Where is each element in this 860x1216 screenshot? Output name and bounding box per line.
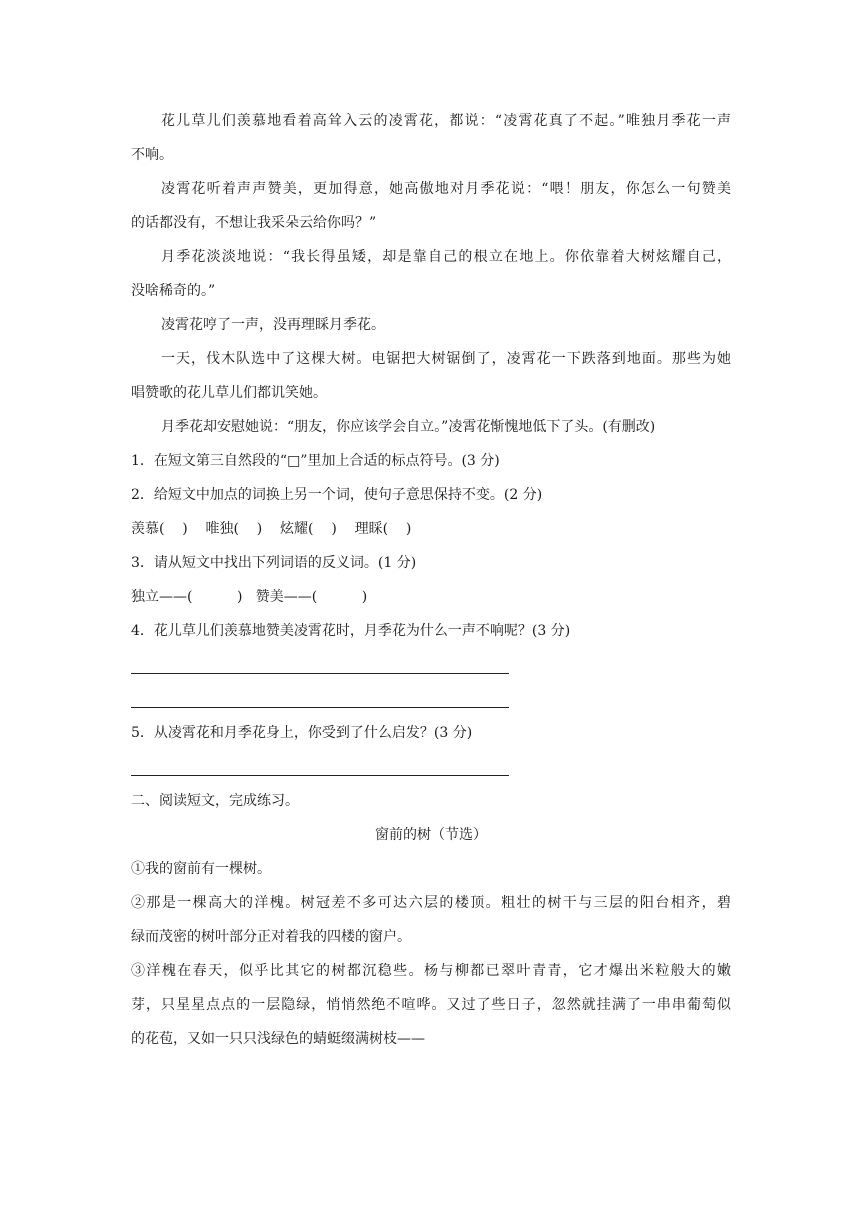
section-2-paragraph-3-line-1: ③洋槐在春天，似乎比其它的树都沉稳些。杨与柳都已翠叶青青，它才爆出米粒般大的嫩 bbox=[131, 963, 731, 979]
document-content bbox=[131, 104, 731, 1056]
story-paragraph-3-line-2: 没啥稀奇的。” bbox=[131, 283, 216, 299]
question-1: 1．在短文第三自然段的“□”里加上合适的标点符号。(3 分) bbox=[131, 453, 500, 469]
section-2-paragraph-3-line-3: 的花苞，又如一只只浅绿色的蜻蜓缀满树枝—— bbox=[131, 1031, 425, 1047]
section-2-title: 窗前的树（节选） bbox=[375, 827, 487, 843]
story-paragraph-5-line-2: 唱赞歌的花儿草儿们都讥笑她。 bbox=[131, 385, 327, 401]
question-2: 2．给短文中加点的词换上另一个词，使句子意思保持不变。(2 分) bbox=[131, 487, 543, 503]
question-3-words: 独立——( ) 赞美——( ) bbox=[131, 589, 368, 605]
story-paragraph-2-line-2: 的话都没有，不想让我采朵云给你吗？” bbox=[131, 215, 377, 231]
story-paragraph-3-line-1: 月季花淡淡地说：“我长得虽矮，却是靠自己的根立在地上。你依靠着大树炫耀自己， bbox=[161, 249, 731, 265]
answer-line-4b[interactable] bbox=[131, 682, 509, 716]
section-2-paragraph-3-line-2: 芽，只星星点点的一层隐绿，悄悄然绝不喧哗。又过了些日子，忽然就挂满了一串串葡萄似 bbox=[131, 997, 731, 1013]
story-paragraph-1-line-1: 花儿草儿们羡慕地看着高耸入云的凌霄花，都说：“凌霄花真了不起。”唯独月季花一声 bbox=[161, 113, 731, 129]
answer-line-5[interactable] bbox=[131, 750, 509, 784]
story-paragraph-4-line-1: 凌霄花哼了一声，没再理睬月季花。 bbox=[161, 317, 385, 333]
answer-line-4a[interactable] bbox=[131, 648, 509, 682]
story-paragraph-1-line-2: 不响。 bbox=[131, 147, 173, 163]
question-4: 4．花儿草儿们羡慕地赞美凌霄花时，月季花为什么一声不响呢？(3 分) bbox=[131, 623, 571, 639]
section-2-paragraph-1: ①我的窗前有一棵树。 bbox=[131, 861, 271, 877]
question-5: 5．从凌霄花和月季花身上，你受到了什么启发？(3 分) bbox=[131, 725, 473, 741]
section-2-heading: 二、阅读短文，完成练习。 bbox=[131, 793, 299, 809]
story-paragraph-5-line-1: 一天，伐木队选中了这棵大树。电锯把大树锯倒了，凌霄花一下跌落到地面。那些为她 bbox=[161, 351, 731, 367]
section-2-paragraph-2-line-1: ②那是一棵高大的洋槐。树冠差不多可达六层的楼顶。粗壮的树干与三层的阳台相齐，碧 bbox=[131, 895, 731, 911]
story-paragraph-6-line-1: 月季花却安慰她说：“朋友，你应该学会自立。”凌霄花惭愧地低下了头。(有删改) bbox=[161, 419, 656, 435]
question-3: 3．请从短文中找出下列词语的反义词。(1 分) bbox=[131, 555, 417, 571]
question-2-words: 羡慕( ) 唯独( ) 炫耀( ) 理睬( ) bbox=[131, 521, 412, 537]
section-2-paragraph-2-line-2: 绿而茂密的树叶部分正对着我的四楼的窗户。 bbox=[131, 929, 411, 945]
story-paragraph-2-line-1: 凌霄花听着声声赞美，更加得意，她高傲地对月季花说：“喂！朋友，你怎么一句赞美 bbox=[161, 181, 731, 197]
